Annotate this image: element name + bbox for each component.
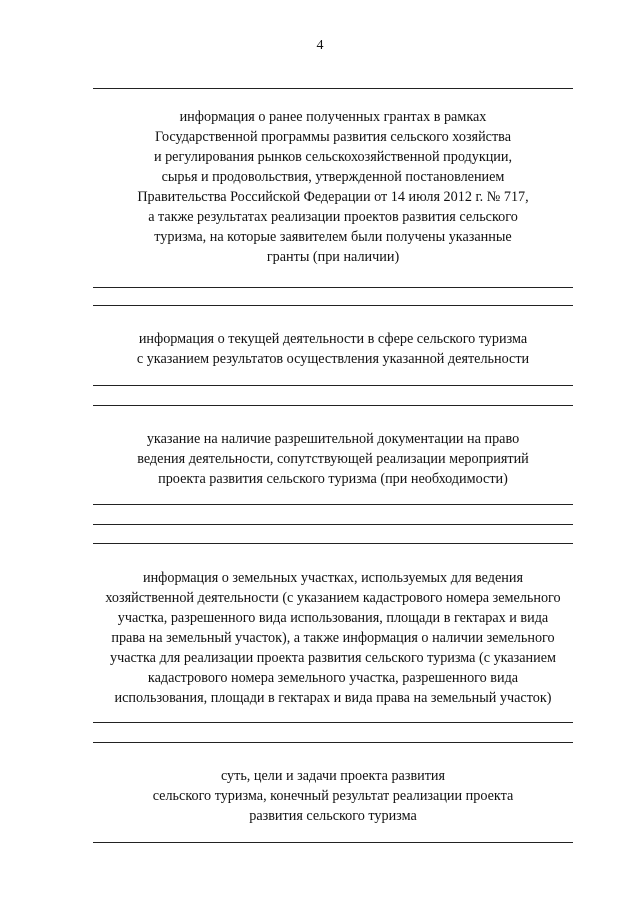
caption-line: суть, цели и задачи проекта развития [220,768,446,784]
caption-line: а также результатах реализации проектов развития сельского [148,209,518,225]
caption-line: сельского туризма, конечный результат реализации проекта [152,788,514,804]
caption-line: проекта развития сельского туризма (при необходимости) [158,471,508,487]
caption-line: участка для реализации проекта развития сельского туризма (с указанием [109,650,557,666]
field-caption-current-activity [80,329,586,369]
caption-line: и регулирования рынков сельскохозяйственной продукции, [153,149,513,165]
caption-line: гранты (при наличии) [266,249,400,265]
caption-line: Правительства Российской Федерации от 14 июля 2012 г. № 717, [137,189,529,205]
field-caption-project-goals [80,766,586,826]
caption-line: развития сельского туризма [249,808,417,824]
fill-in-line [93,524,573,525]
caption-line: права на земельный участок), а также информация о наличии земельного [111,630,555,646]
field-caption-permits [80,429,586,489]
caption-line: указание на наличие разрешительной документации на право [146,431,520,447]
caption-line: туризма, на которые заявителем были получены указанные [154,229,512,245]
caption-line: информация о текущей деятельности в сфере сельского туризма [138,331,528,347]
fill-in-line [93,385,573,386]
caption-line: участка, разрешенного вида использования, площади в гектарах и вида [117,610,549,626]
fill-in-line [93,88,573,89]
field-caption-land-plots [80,568,586,708]
fill-in-line [93,842,573,843]
caption-line: ведения деятельности, сопутствующей реализации мероприятий [137,451,529,467]
caption-line: Государственной программы развития сельского хозяйства [155,129,511,145]
caption-line: хозяйственной деятельности (с указанием кадастрового номера земельного [105,590,561,606]
fill-in-line [93,287,573,288]
caption-line: кадастрового номера земельного участка, разрешенного вида [147,670,519,686]
fill-in-line [93,543,573,544]
caption-line: информация о земельных участках, используемых для ведения [142,570,524,586]
caption-line: информация о ранее полученных грантах в рамках [179,109,487,125]
caption-line: с указанием результатов осуществления указанной деятельности [136,351,530,367]
fill-in-line [93,305,573,306]
caption-line: сырья и продовольствия, утвержденной постановлением [161,169,505,185]
fill-in-line [93,405,573,406]
fill-in-line [93,742,573,743]
field-caption-previous-grants [80,107,586,267]
page-number: 4 [316,38,324,53]
caption-line: использования, площади в гектарах и вида права на земельный участок) [114,690,552,706]
fill-in-line [93,722,573,723]
fill-in-line [93,504,573,505]
